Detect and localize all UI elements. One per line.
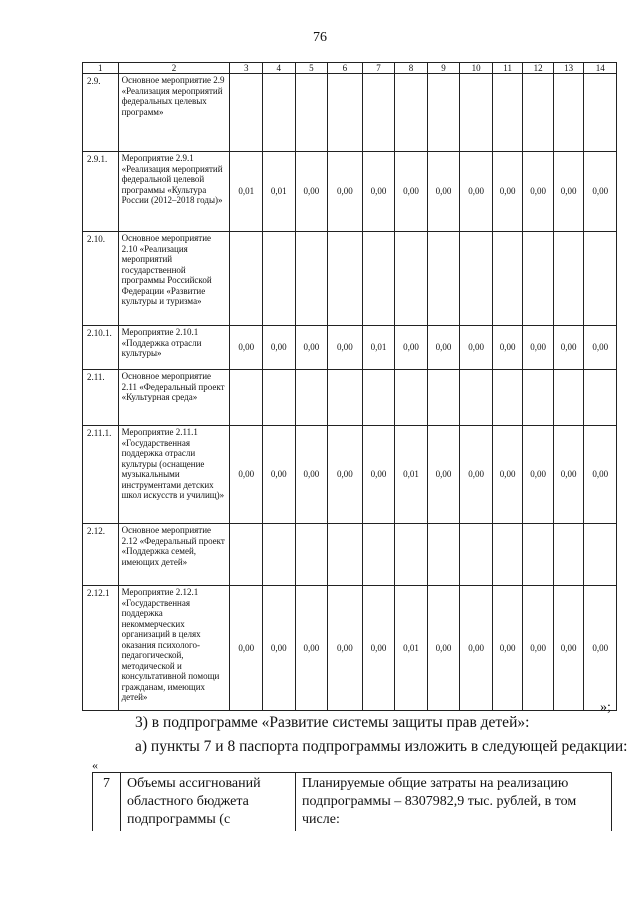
value-cell <box>263 232 296 326</box>
value-cell: 0,00 <box>427 326 460 370</box>
value-cell: 0,00 <box>523 586 554 711</box>
value-cell: 0,00 <box>263 426 296 524</box>
row-name: Основное мероприятие 2.12 «Федеральный проект «Поддержка семей, имеющих детей» <box>118 524 230 586</box>
value-cell <box>362 524 395 586</box>
value-cell <box>492 370 523 426</box>
value-cell <box>427 232 460 326</box>
value-cell <box>295 232 328 326</box>
value-cell: 0,00 <box>230 586 263 711</box>
value-cell <box>295 524 328 586</box>
value-cell: 0,01 <box>395 586 428 711</box>
funding-table <box>82 62 617 711</box>
value-cell: 0,00 <box>295 586 328 711</box>
row-code: 2.11.1. <box>83 426 119 524</box>
value-cell: 0,00 <box>295 326 328 370</box>
value-cell: 0,00 <box>553 152 584 232</box>
column-header: 8 <box>395 63 428 74</box>
value-cell <box>553 232 584 326</box>
value-cell: 0,00 <box>492 326 523 370</box>
row-name: Основное мероприятие 2.9 «Реализация мероприятий федеральных целевых программ» <box>118 74 230 152</box>
value-cell <box>584 370 617 426</box>
value-cell <box>427 370 460 426</box>
row-code: 2.11. <box>83 370 119 426</box>
column-header: 9 <box>427 63 460 74</box>
paragraph-3: 3) в подпрограмме «Развитие системы защиты прав детей»: <box>135 714 530 731</box>
value-cell: 0,00 <box>395 152 428 232</box>
value-cell <box>553 524 584 586</box>
value-cell <box>460 524 493 586</box>
value-cell: 0,00 <box>584 426 617 524</box>
value-cell <box>295 74 328 152</box>
value-cell: 0,01 <box>395 426 428 524</box>
value-cell <box>584 232 617 326</box>
value-cell <box>553 370 584 426</box>
value-cell <box>492 74 523 152</box>
value-cell: 0,00 <box>362 426 395 524</box>
row-code: 2.10. <box>83 232 119 326</box>
value-cell: 0,00 <box>328 326 363 370</box>
value-cell: 0,00 <box>553 426 584 524</box>
value-cell <box>328 232 363 326</box>
column-header: 5 <box>295 63 328 74</box>
value-cell: 0,00 <box>492 426 523 524</box>
value-cell <box>460 370 493 426</box>
passport-item-text: Планируемые общие затраты на реализацию подпрограммы – 8307982,9 тыс. рублей, в том числе: <box>296 773 612 832</box>
row-name: Мероприятие 2.9.1 «Реализация мероприятий федеральной целевой программы «Культура России (2012–2018 годы)» <box>118 152 230 232</box>
value-cell <box>523 74 554 152</box>
value-cell <box>263 370 296 426</box>
value-cell: 0,01 <box>362 326 395 370</box>
value-cell: 0,00 <box>230 326 263 370</box>
value-cell <box>362 370 395 426</box>
value-cell: 0,00 <box>328 586 363 711</box>
column-header: 6 <box>328 63 363 74</box>
value-cell: 0,00 <box>553 326 584 370</box>
value-cell: 0,01 <box>230 152 263 232</box>
value-cell <box>492 232 523 326</box>
value-cell: 0,00 <box>395 326 428 370</box>
row-name: Мероприятие 2.10.1 «Поддержка отрасли культуры» <box>118 326 230 370</box>
value-cell <box>263 74 296 152</box>
value-cell: 0,00 <box>460 426 493 524</box>
column-header: 10 <box>460 63 493 74</box>
value-cell <box>230 232 263 326</box>
value-cell: 0,00 <box>584 586 617 711</box>
value-cell: 0,00 <box>553 586 584 711</box>
value-cell: 0,00 <box>523 426 554 524</box>
column-header: 14 <box>584 63 617 74</box>
value-cell <box>523 232 554 326</box>
value-cell <box>395 370 428 426</box>
paragraph-a: а) пункты 7 и 8 паспорта подпрограммы изложить в следующей редакции: <box>135 738 628 755</box>
value-cell <box>427 74 460 152</box>
value-cell: 0,00 <box>263 326 296 370</box>
page-number: 76 <box>313 30 327 45</box>
value-cell: 0,00 <box>492 586 523 711</box>
value-cell <box>328 74 363 152</box>
row-name: Основное мероприятие 2.10 «Реализация мероприятий государственной программы Российской Федерации «Развитие культуры и туризма» <box>118 232 230 326</box>
value-cell: 0,00 <box>584 326 617 370</box>
row-name: Основное мероприятие 2.11 «Федеральный проект «Культурная среда» <box>118 370 230 426</box>
value-cell <box>362 74 395 152</box>
value-cell <box>584 524 617 586</box>
value-cell <box>523 524 554 586</box>
row-code: 2.12.1 <box>83 586 119 711</box>
column-header: 1 <box>83 63 119 74</box>
table-row <box>83 326 617 370</box>
passport-table <box>92 772 612 831</box>
column-header: 4 <box>263 63 296 74</box>
value-cell <box>460 232 493 326</box>
column-header: 2 <box>118 63 230 74</box>
row-code: 2.9. <box>83 74 119 152</box>
value-cell <box>553 74 584 152</box>
value-cell: 0,00 <box>230 426 263 524</box>
table-row <box>83 370 617 426</box>
value-cell: 0,01 <box>263 152 296 232</box>
value-cell <box>460 74 493 152</box>
value-cell: 0,00 <box>427 426 460 524</box>
value-cell <box>230 74 263 152</box>
value-cell <box>395 524 428 586</box>
value-cell <box>230 370 263 426</box>
value-cell: 0,00 <box>295 426 328 524</box>
value-cell <box>395 74 428 152</box>
value-cell: 0,00 <box>427 586 460 711</box>
value-cell: 0,00 <box>460 326 493 370</box>
column-header: 13 <box>553 63 584 74</box>
funding-table-body <box>83 63 617 711</box>
table-row <box>83 586 617 711</box>
passport-item-number: 7 <box>93 773 121 832</box>
value-cell: 0,00 <box>362 586 395 711</box>
row-code: 2.12. <box>83 524 119 586</box>
row-code: 2.10.1. <box>83 326 119 370</box>
table-row <box>83 426 617 524</box>
value-cell: 0,00 <box>328 426 363 524</box>
table-header-row <box>83 63 617 74</box>
value-cell: 0,00 <box>362 152 395 232</box>
value-cell <box>230 524 263 586</box>
closing-mark: »; <box>600 700 611 715</box>
value-cell: 0,00 <box>492 152 523 232</box>
value-cell <box>328 524 363 586</box>
value-cell: 0,00 <box>584 152 617 232</box>
column-header: 12 <box>523 63 554 74</box>
value-cell <box>492 524 523 586</box>
value-cell: 0,00 <box>427 152 460 232</box>
value-cell: 0,00 <box>460 152 493 232</box>
value-cell: 0,00 <box>263 586 296 711</box>
value-cell: 0,00 <box>523 326 554 370</box>
column-header: 11 <box>492 63 523 74</box>
row-code: 2.9.1. <box>83 152 119 232</box>
open-quote: « <box>92 758 98 772</box>
value-cell <box>523 370 554 426</box>
column-header: 7 <box>362 63 395 74</box>
value-cell <box>395 232 428 326</box>
table-row <box>83 524 617 586</box>
value-cell <box>328 370 363 426</box>
passport-row-7 <box>93 773 612 832</box>
value-cell: 0,00 <box>328 152 363 232</box>
value-cell: 0,00 <box>523 152 554 232</box>
table-row <box>83 74 617 152</box>
value-cell <box>362 232 395 326</box>
value-cell <box>295 370 328 426</box>
table-row <box>83 232 617 326</box>
value-cell: 0,00 <box>460 586 493 711</box>
column-header: 3 <box>230 63 263 74</box>
row-name: Мероприятие 2.11.1 «Государственная поддержка отрасли культуры (оснащение музыкальными инструментами детских школ искусств и училищ)» <box>118 426 230 524</box>
value-cell: 0,00 <box>295 152 328 232</box>
table-row <box>83 152 617 232</box>
passport-item-label: Объемы ассигнований областного бюджета подпрограммы (с <box>121 773 296 832</box>
value-cell <box>584 74 617 152</box>
row-name: Мероприятие 2.12.1 «Государственная поддержка некоммерческих организаций в целях оказания психолого-педагогической, методической и консультативной помощи гражданам, имеющих детей» <box>118 586 230 711</box>
value-cell <box>427 524 460 586</box>
value-cell <box>263 524 296 586</box>
